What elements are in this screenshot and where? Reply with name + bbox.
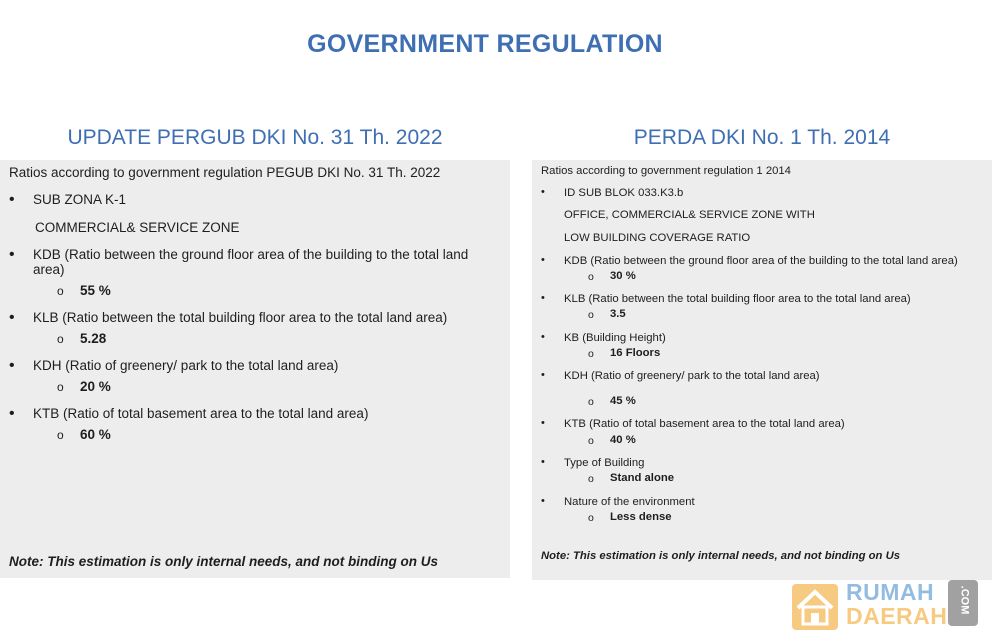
bullet-icon: • — [9, 357, 15, 374]
circle-bullet-icon: o — [588, 271, 594, 283]
bullet-icon: • — [9, 246, 15, 263]
bullet-icon: • — [541, 254, 545, 266]
right-regulation-panel — [532, 160, 992, 580]
circle-bullet-icon: o — [588, 435, 594, 447]
right-note: Note: This estimation is only internal needs, and not binding on Us — [541, 550, 901, 562]
bullet-icon: • — [9, 405, 15, 422]
right-intro-text: Ratios according to government regulation 1 2014 — [541, 165, 791, 177]
right-kdb-value: 30 % — [610, 270, 636, 282]
circle-bullet-icon: o — [57, 332, 64, 346]
watermark-word-daerah: DAERAH — [846, 603, 948, 629]
left-kdh-value: 20 % — [80, 379, 111, 394]
circle-bullet-icon: o — [57, 380, 64, 394]
right-item-klb: KLB (Ratio between the total building floor area to the total land area) — [564, 293, 911, 305]
rumahdaerah-watermark — [790, 578, 990, 634]
right-column-heading: PERDA DKI No. 1 Th. 2014 — [633, 126, 891, 149]
bullet-icon: • — [541, 292, 545, 304]
left-item-kdh: KDH (Ratio of greenery/ park to the total land area) — [33, 358, 339, 373]
circle-bullet-icon: o — [588, 309, 594, 321]
left-column-heading: UPDATE PERGUB DKI No. 31 Th. 2022 — [67, 126, 443, 149]
bullet-icon: • — [541, 369, 545, 381]
bullet-icon: • — [9, 191, 15, 208]
right-type-value: Stand alone — [610, 472, 675, 484]
left-intro-text: Ratios according to government regulation PEGUB DKI No. 31 Th. 2022 — [9, 165, 441, 180]
watermark-word-rumah: RUMAH — [846, 579, 935, 605]
bullet-icon: • — [541, 456, 545, 468]
right-item-kb: KB (Building Height) — [564, 332, 666, 344]
left-item-zone: COMMERCIAL& SERVICE ZONE — [35, 220, 240, 235]
right-environment-value: Less dense — [610, 511, 672, 523]
left-regulation-panel — [0, 160, 510, 578]
right-item-coverage: LOW BUILDING COVERAGE RATIO — [564, 232, 751, 244]
left-item-sub-zona: SUB ZONA K-1 — [33, 192, 127, 207]
right-item-kdh: KDH (Ratio of greenery/ park to the total land area) — [564, 370, 820, 382]
left-klb-value: 5.28 — [80, 331, 107, 346]
left-kdb-value: 55 % — [80, 283, 111, 298]
bullet-icon: • — [9, 309, 15, 326]
right-item-type: Type of Building — [564, 457, 645, 469]
bullet-icon: • — [541, 417, 545, 429]
right-item-environment: Nature of the environment — [564, 496, 695, 508]
right-kdh-value: 45 % — [610, 395, 636, 407]
right-kb-value: 16 Floors — [610, 347, 661, 359]
circle-bullet-icon: o — [57, 284, 64, 298]
right-klb-value: 3.5 — [610, 308, 626, 320]
bullet-icon: • — [541, 186, 545, 198]
circle-bullet-icon: o — [588, 348, 594, 360]
right-item-kdb: KDB (Ratio between the ground floor area of the building to the total land area) — [564, 255, 958, 267]
circle-bullet-icon: o — [57, 428, 64, 442]
left-note: Note: This estimation is only internal needs, and not binding on Us — [9, 554, 439, 569]
right-item-zone: OFFICE, COMMERCIAL& SERVICE ZONE WITH — [564, 209, 815, 221]
right-item-id-sub-blok: ID SUB BLOK 033.K3.b — [564, 187, 684, 199]
bullet-icon: • — [541, 495, 545, 507]
left-ktb-value: 60 % — [80, 427, 111, 442]
right-ktb-value: 40 % — [610, 434, 636, 446]
watermark-com-badge — [948, 580, 978, 626]
bullet-icon: • — [541, 331, 545, 343]
circle-bullet-icon: o — [588, 473, 594, 485]
circle-bullet-icon: o — [588, 512, 594, 524]
left-item-kdb: KDB (Ratio between the ground floor area of the building to the total land area) — [33, 247, 469, 277]
page-title: GOVERNMENT REGULATION — [307, 30, 663, 58]
circle-bullet-icon: o — [588, 396, 594, 408]
left-item-ktb: KTB (Ratio of total basement area to the total land area) — [33, 406, 369, 421]
right-item-ktb: KTB (Ratio of total basement area to the total land area) — [564, 418, 845, 430]
left-item-klb: KLB (Ratio between the total building floor area to the total land area) — [33, 310, 448, 325]
house-logo-icon — [790, 582, 840, 632]
watermark-com-text: .COM — [958, 585, 971, 615]
